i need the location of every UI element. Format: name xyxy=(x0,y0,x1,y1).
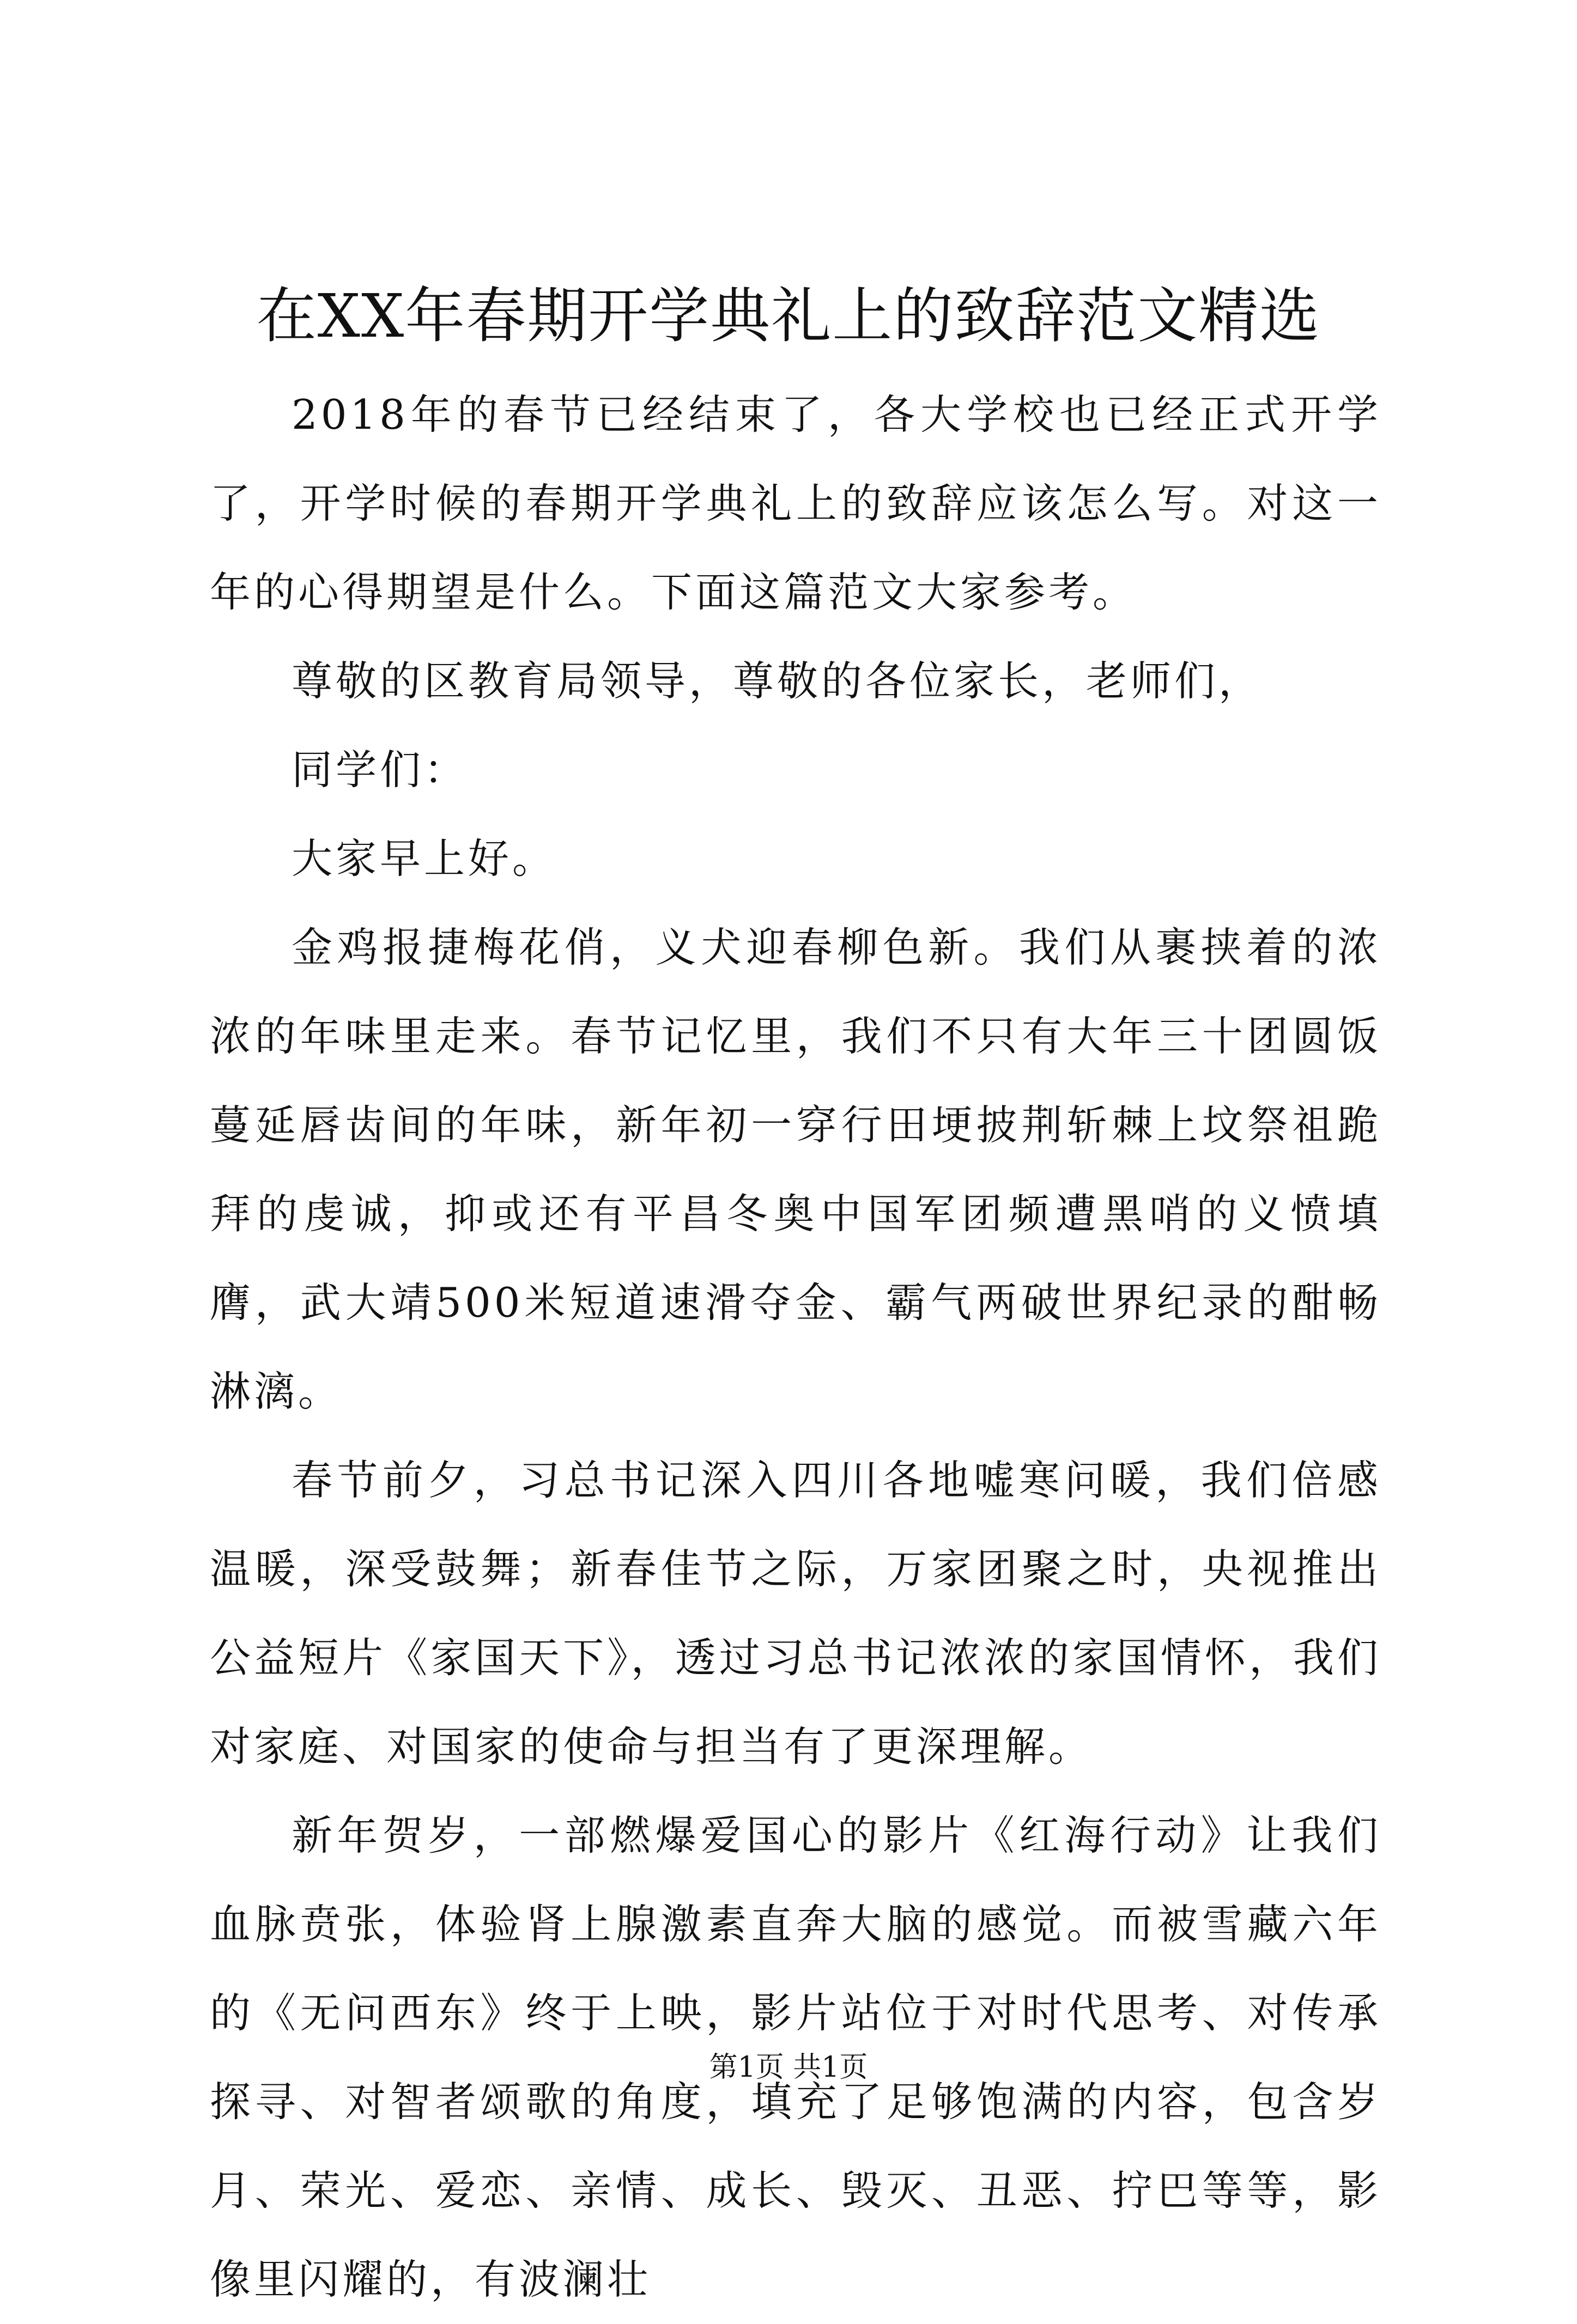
document-body xyxy=(210,370,1381,2324)
document-title: 在XX年春期开学典礼上的致辞范文精选 xyxy=(256,281,1321,351)
paragraph-salutation: 尊敬的区教育局领导，尊敬的各位家长，老师们， xyxy=(292,657,1263,705)
paragraph-spring-festival: 金鸡报捷梅花俏，义犬迎春柳色新。我们从裹挟着的浓浓的年味里走来。春节记忆里，我们不只有大年三十团圆饭蔓延唇齿间的年味，新年初一穿行田埂披荆斩棘上坟祭祖跪拜的虔诚，抑或还有平昌冬奥中国军团频遭黑哨的义愤填膺，武大靖500米短道速滑夺金、霸气两破世界纪录的酣畅淋漓。 xyxy=(210,923,1381,1415)
page-footer: 第1页 共1页 xyxy=(709,2051,868,2084)
paragraph-intro: 2018年的春节已经结束了，各大学校也已经正式开学了，开学时候的春期开学典礼上的致辞应该怎么写。对这一年的心得期望是什么。下面这篇范文大家参考。 xyxy=(210,391,1381,616)
paragraph-family-nation: 春节前夕，习总书记深入四川各地嘘寒问暖，我们倍感温暖，深受鼓舞；新春佳节之际，万家团聚之时，央视推出公益短片《家国天下》，透过习总书记浓浓的家国情怀，我们对家庭、对国家的使命与担当有了更深理解。 xyxy=(210,1456,1381,1771)
paragraph-films: 新年贺岁，一部燃爆爱国心的影片《红海行动》让我们血脉贲张，体验肾上腺激素直奔大脑的感觉。而被雪藏六年的《无问西东》终于上映，影片站位于对时代思考、对传承探寻、对智者颂歌的角度，填充了足够饱满的内容，包含岁月、荣光、爱恋、亲情、成长、毁灭、丑恶、拧巴等等，影像里闪耀的，有波澜壮 xyxy=(210,1811,1381,2303)
paragraph-greeting: 大家早上好。 xyxy=(292,835,557,883)
paragraph-salutation-students: 同学们： xyxy=(292,746,469,794)
